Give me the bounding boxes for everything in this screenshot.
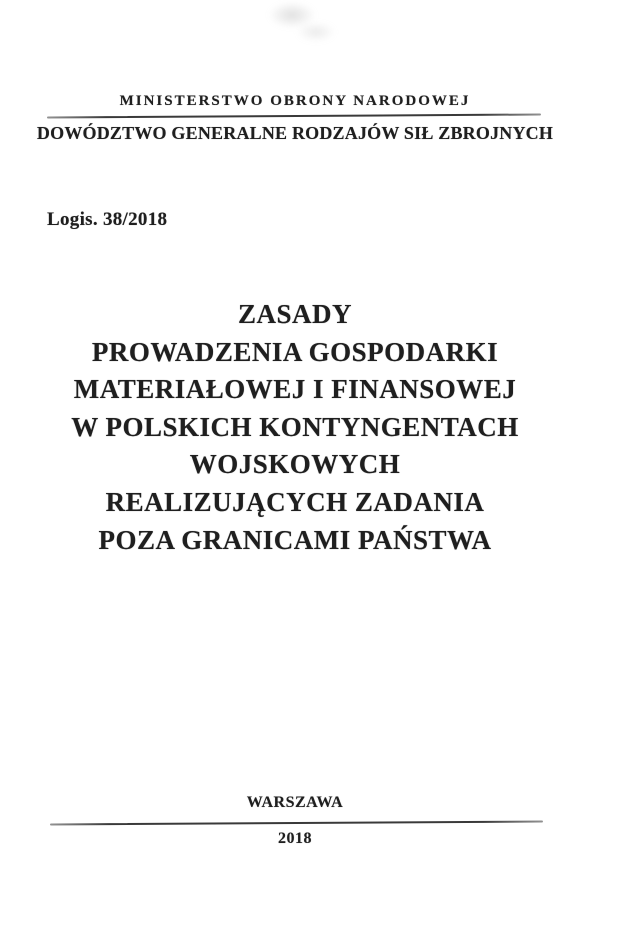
title-line: PROWADZENIA GOSPODARKI: [91, 336, 499, 367]
reference-number: Logis. 38/2018: [47, 209, 168, 230]
year-label: 2018: [278, 830, 312, 847]
footer-rule: [50, 820, 543, 825]
document-title: [0, 296, 590, 559]
city-label: WARSZAWA: [246, 794, 344, 811]
title-line: MATERIAŁOWEJ I FINANSOWEJ: [73, 374, 517, 405]
ministry-header: MINISTERSTWO OBRONY NARODOWEJ: [119, 93, 471, 109]
header-rule: [47, 113, 541, 118]
command-header: DOWÓDZTWO GENERALNE RODZAJÓW SIŁ ZBROJNYCH: [36, 123, 554, 143]
title-line: POZA GRANICAMI PAŃSTWA: [98, 524, 492, 555]
scan-smudge: [268, 2, 316, 28]
title-line: ZASADY: [237, 299, 353, 329]
title-line: W POLSKICH KONTYNGENTACH: [71, 411, 519, 442]
title-line: WOJSKOWYCH: [189, 449, 401, 480]
scan-smudge: [296, 22, 336, 42]
title-line: REALIZUJĄCYCH ZADANIA: [105, 486, 485, 517]
